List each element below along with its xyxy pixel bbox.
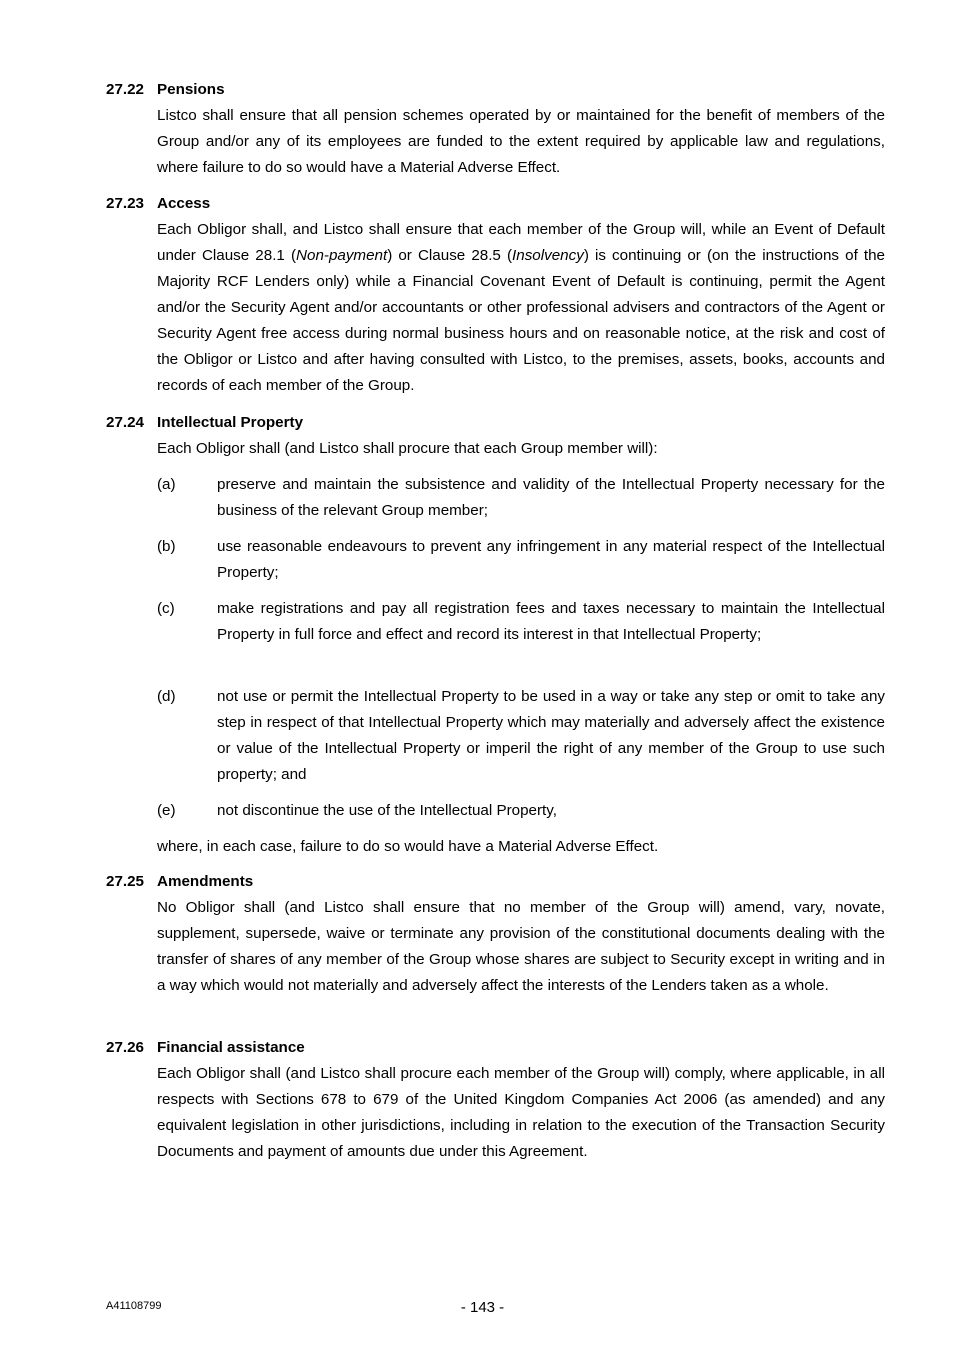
list-item-text: make registrations and pay all registration fees and taxes necessary to maintain the Intellectual Property in full force and effect and record its interest in that Intellectual Property; [217, 600, 885, 643]
clause-number: 27.24 [106, 414, 145, 431]
list-item [157, 534, 885, 586]
intellectual-property-closing: where, in each case, failure to do so would have a Material Adverse Effect. [157, 838, 659, 855]
clause-number: 27.22 [106, 81, 145, 98]
access-text-1: Each Obligor shall, and Listco shall ensure that each member of the Group will, while an Event of Default under Clause 28.1 ( [157, 221, 885, 264]
financial-assistance-paragraph: Each Obligor shall (and Listco shall procure each member of the Group will) comply, where applicable, in all respects with Sections 678 to 679 of the United Kingdom Companies Act 2006 (as amended) and any equivalent legislation in other jurisdictions, including in relation to the execution of the Transaction Security Documents and payment of amounts due under this Agreement. [157, 1065, 885, 1160]
clause-heading-amendments [106, 872, 886, 892]
list-item-text: preserve and maintain the subsistence and validity of the Intellectual Property necessary for the business of the relevant Group member; [217, 476, 885, 519]
clause-number: 27.26 [106, 1039, 145, 1056]
clause-title: Access [157, 195, 211, 212]
clause-title: Pensions [157, 81, 225, 98]
list-item-label: (b) [157, 538, 176, 555]
clause-number: 27.23 [106, 195, 145, 212]
list-item-text: not discontinue the use of the Intellectual Property, [217, 802, 557, 819]
list-item-label: (a) [157, 476, 176, 493]
clause-title: Financial assistance [157, 1039, 305, 1056]
intellectual-property-intro: Each Obligor shall (and Listco shall procure that each Group member will): [157, 440, 658, 457]
access-text-3: ) is continuing or (on the instructions of the Majority RCF Lenders only) while a Financial Covenant Event of Default is continuing, permit the Agent and/or the Security Agent and/or accountants or other professional advisers and contractors of the Agent or Security Agent free access during normal business hours and on reasonable notice, at the risk and cost of the Obligor or Listco and after having consulted with Listco, to the premises, assets, books, accounts and records of each member of the Group. [157, 247, 885, 394]
pensions-paragraph: Listco shall ensure that all pension schemes operated by or maintained for the benefit of members of the Group and/or any of its employees are funded to the extent required by applicable law and regulations, where failure to do so would have a Material Adverse Effect. [157, 107, 885, 176]
clause-heading-financial-assistance [106, 1038, 886, 1058]
list-item-text: not use or permit the Intellectual Property to be used in a way or take any step or omit to take any step in respect of that Intellectual Property which may materially and adversely affect the existence or value of the Intellectual Property or imperil the right of any member of the Group to use such property; and [217, 688, 885, 783]
clause-number: 27.25 [106, 873, 145, 890]
list-item [157, 596, 885, 648]
insolvency-reference: Insolvency [512, 247, 584, 264]
clause-heading-access [106, 194, 886, 214]
list-item-label: (c) [157, 600, 175, 617]
access-paragraph [157, 217, 885, 399]
clause-heading-pensions [106, 80, 886, 100]
list-item-label: (d) [157, 688, 176, 705]
list-item [157, 684, 885, 788]
non-payment-reference: Non-payment [296, 247, 388, 264]
list-item [157, 798, 885, 824]
clause-heading-intellectual-property [106, 413, 886, 433]
page-number: - 143 - [460, 1299, 505, 1316]
list-item-label: (e) [157, 802, 176, 819]
list-item [157, 472, 885, 524]
clause-title: Intellectual Property [157, 414, 304, 431]
clause-title: Amendments [157, 873, 254, 890]
access-text-2: ) or Clause 28.5 ( [387, 247, 513, 264]
amendments-paragraph: No Obligor shall (and Listco shall ensure that no member of the Group will) amend, vary, novate, supplement, supersede, waive or terminate any provision of the constitutional documents dealing with the transfer of shares of any member of the Group whose shares are subject to Security except in writing and in a way which would not materially and adversely affect the interests of the Lenders taken as a whole. [157, 899, 885, 994]
list-item-text: use reasonable endeavours to prevent any infringement in any material respect of the Intellectual Property; [217, 538, 885, 581]
document-reference: A41108799 [106, 1300, 162, 1312]
